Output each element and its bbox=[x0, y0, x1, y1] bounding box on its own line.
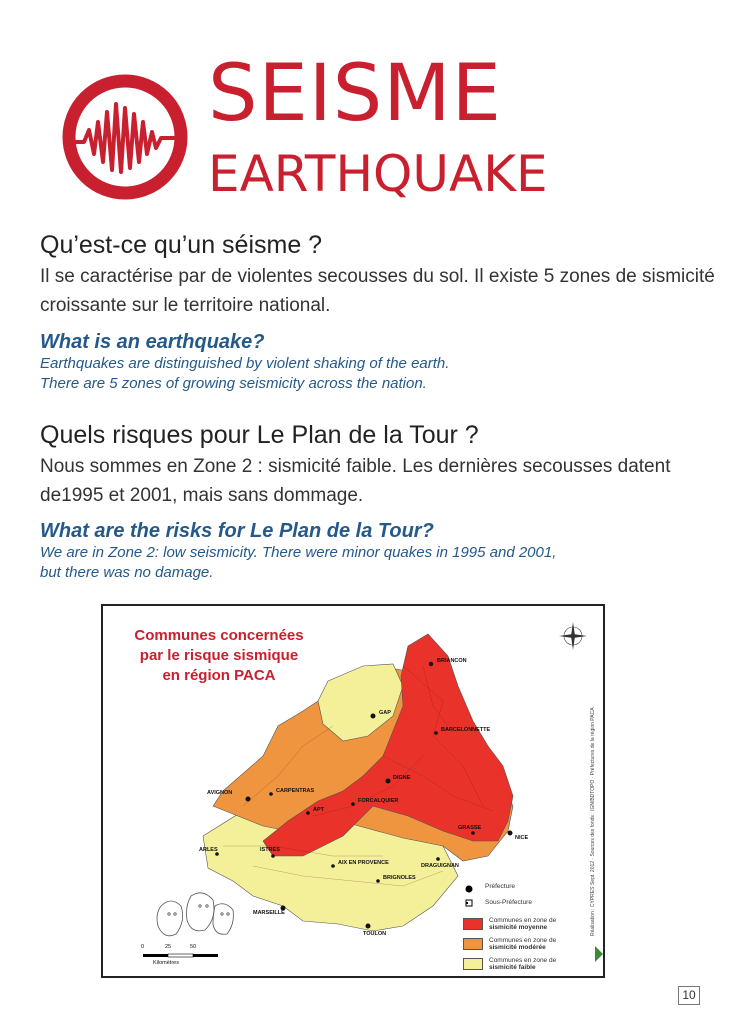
city-label: ARLES bbox=[199, 847, 218, 853]
scale-label-0: 0 bbox=[141, 944, 145, 950]
city-label: BRIGNOLES bbox=[383, 875, 416, 881]
decorative-figures bbox=[157, 893, 233, 936]
city-label: FORCALQUIER bbox=[358, 798, 399, 804]
city-label: BARCELONNETTE bbox=[441, 727, 491, 733]
scale-label-50: 50 bbox=[190, 944, 197, 950]
map-legend bbox=[463, 881, 593, 977]
page-number: 10 bbox=[678, 986, 700, 1005]
city-label: TOULON bbox=[363, 931, 387, 937]
publisher-logo bbox=[595, 946, 603, 962]
heading-fr-2: Quels risques pour Le Plan de la Tour ? bbox=[40, 421, 479, 449]
section-what-is bbox=[40, 230, 720, 320]
section-what-is-en bbox=[40, 330, 720, 394]
legend-prefecture: Préfecture bbox=[485, 882, 515, 890]
swatch-moderee bbox=[463, 938, 483, 950]
legend-moyenne: Communes en zone de sismicité moyenne bbox=[463, 917, 593, 931]
legend-moderee: Communes en zone de sismicité modérée bbox=[463, 937, 593, 951]
section-risks-en bbox=[40, 519, 720, 583]
city-label: CARPENTRAS bbox=[276, 788, 315, 794]
compass-icon bbox=[559, 622, 587, 650]
city-label: AVIGNON bbox=[207, 790, 233, 796]
scale-bar bbox=[143, 954, 218, 957]
text-en-1b: There are 5 zones of growing seismicity across the nation. bbox=[40, 375, 427, 392]
city-label: DIGNE bbox=[393, 775, 411, 781]
city-label: GAP bbox=[379, 710, 391, 716]
heading-fr-1: Qu’est-ce qu’un séisme ? bbox=[40, 231, 323, 259]
text-fr-1: Il se caractérise par de violentes secousses du sol. Il existe 5 zones de sismicité croissante sur le territoire national. bbox=[40, 266, 715, 316]
city-label: APT bbox=[313, 807, 324, 813]
title-fr: SEISME bbox=[208, 49, 502, 139]
city-label: AIX EN PROVENCE bbox=[338, 860, 389, 866]
city-label: BRIANCON bbox=[437, 658, 467, 664]
text-fr-2b: de1995 et 2001, mais sans dommage. bbox=[40, 485, 364, 506]
scale-unit: Kilomètres bbox=[153, 960, 179, 966]
legend-sous-prefecture: Sous-Préfecture bbox=[485, 898, 532, 906]
title-en: EARTHQUAKE bbox=[208, 145, 548, 203]
city-label: ISTRES bbox=[260, 847, 280, 853]
city-label: GRASSE bbox=[458, 825, 482, 831]
city-label: NICE bbox=[515, 835, 529, 841]
text-en-2a: We are in Zone 2: low seismicity. There were minor quakes in 1995 and 2001, bbox=[40, 544, 557, 561]
seismic-risk-map bbox=[101, 604, 605, 978]
map-title: Communes concernées par le risque sismique en région PACA bbox=[134, 627, 304, 684]
heading-en-2: What are the risks for Le Plan de la Tour? bbox=[40, 520, 434, 542]
seismograph-icon bbox=[60, 72, 190, 202]
heading-en-1: What is an earthquake? bbox=[40, 331, 265, 353]
text-fr-2a: Nous sommes en Zone 2 : sismicité faible. Les dernières secousses datent bbox=[40, 456, 671, 477]
city-label: MARSEILLE bbox=[253, 910, 285, 916]
city-label: DRAGUIGNAN bbox=[421, 863, 459, 869]
scale-label-25: 25 bbox=[165, 944, 172, 950]
swatch-faible bbox=[463, 958, 483, 970]
map-credit: Réalisation : CYPRES Sept. 2012 · Sources des fonds : IGN/BDTOPO · Préfectures de la région PACA bbox=[590, 707, 596, 936]
text-en-1a: Earthquakes are distinguished by violent shaking of the earth. bbox=[40, 355, 450, 372]
text-en-2b: but there was no damage. bbox=[40, 564, 214, 581]
page-header bbox=[60, 50, 700, 210]
swatch-moyenne bbox=[463, 918, 483, 930]
legend-faible: Communes en zone de sismicité faible bbox=[463, 957, 593, 971]
section-risks bbox=[40, 420, 720, 510]
